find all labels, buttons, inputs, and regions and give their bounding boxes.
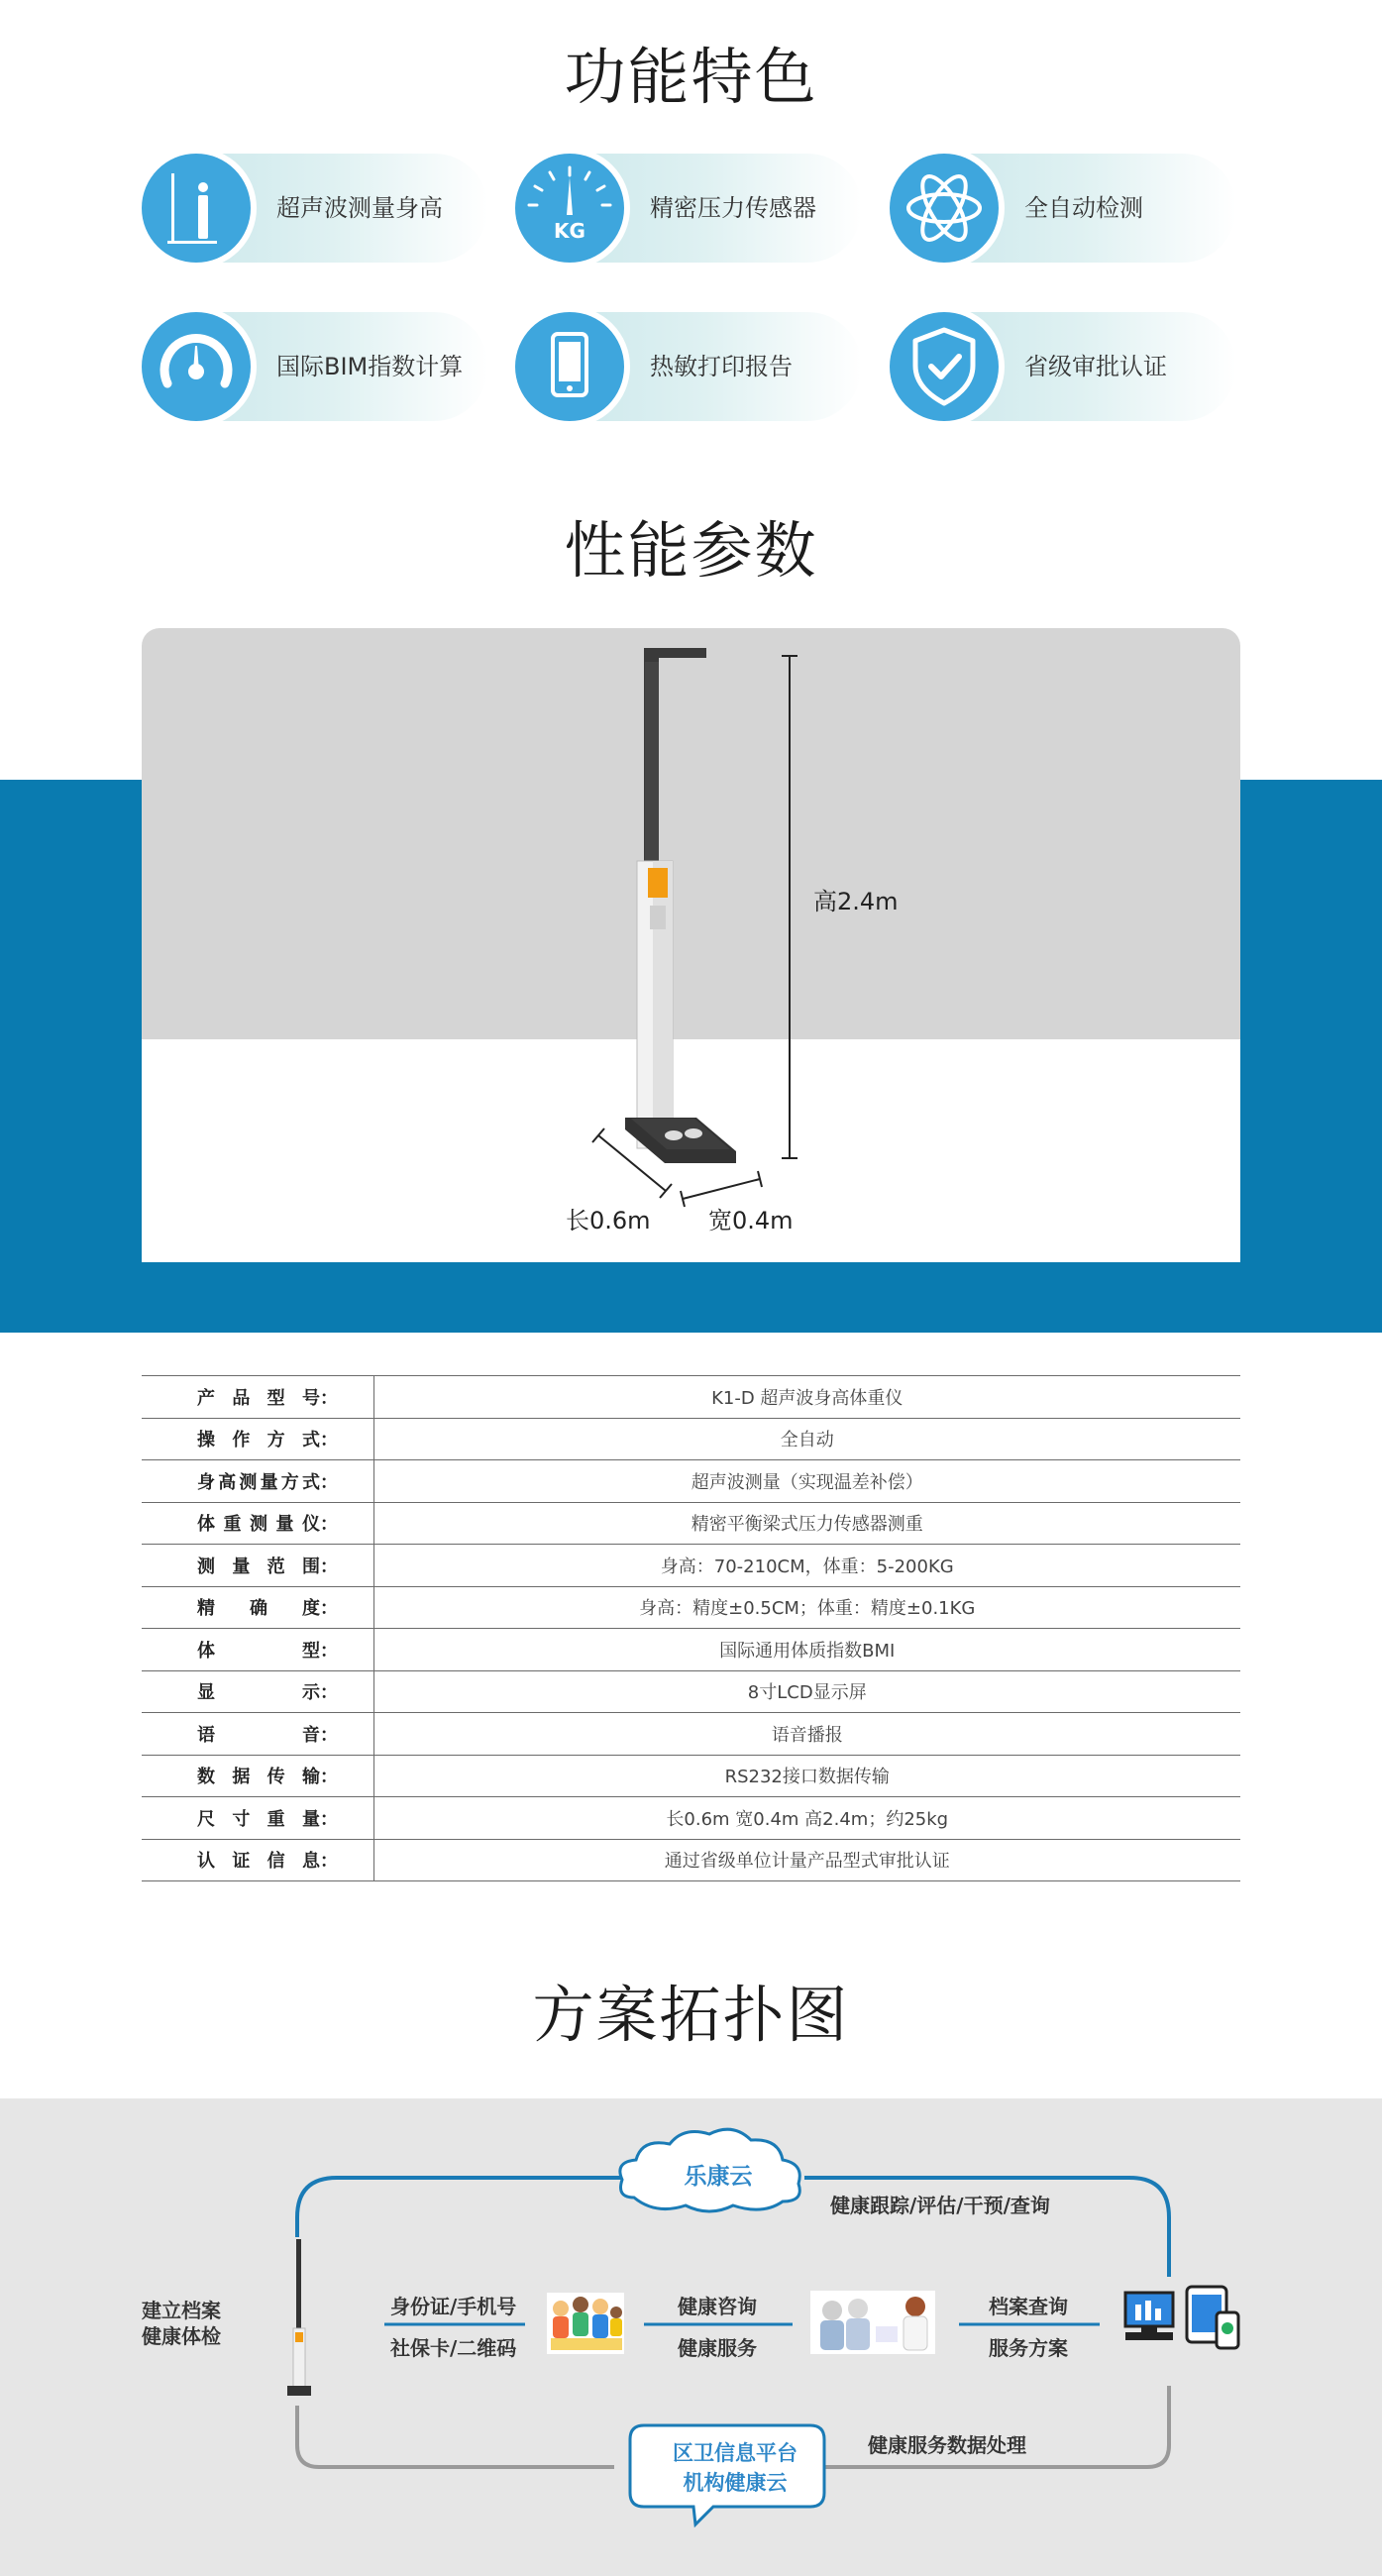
spec-row — [142, 1502, 1240, 1545]
features-title: 功能特色 — [564, 41, 818, 113]
spec-value: 精密平衡梁式压力传感器测重 — [373, 1502, 1240, 1545]
spec-colon: ： — [320, 1808, 338, 1830]
spec-key-cell — [142, 1460, 373, 1503]
spec-key-cell — [142, 1713, 373, 1756]
topology-title: 方案拓扑图 — [532, 1979, 850, 2051]
spec-colon: ： — [320, 1556, 338, 1577]
spec-colon: ： — [320, 1767, 338, 1788]
spec-key: 操作方式 — [197, 1430, 320, 1451]
spec-key-cell — [142, 1839, 373, 1881]
spec-key-cell — [142, 1755, 373, 1797]
spec-colon: ： — [320, 1387, 338, 1409]
spec-row — [142, 1586, 1240, 1629]
spec-key: 产品型号 — [197, 1387, 320, 1409]
spec-row — [142, 1629, 1240, 1671]
archive-text-1: 档案查询 — [989, 2295, 1068, 2318]
spec-row — [142, 1545, 1240, 1587]
spec-key: 认证信息 — [197, 1851, 320, 1873]
spec-row — [142, 1418, 1240, 1460]
feature-label: 精密压力传感器 — [650, 194, 816, 222]
spec-colon: ： — [320, 1851, 338, 1873]
spec-value: 全自动 — [373, 1418, 1240, 1460]
cloud-label: 乐康云 — [684, 2164, 753, 2190]
shield-check-icon — [890, 312, 999, 421]
doctor-consult-illustration — [810, 2291, 935, 2354]
atom-icon — [890, 154, 999, 263]
feature-label: 热敏打印报告 — [650, 353, 793, 380]
width-label: 宽0.4m — [708, 1207, 794, 1234]
feature-ultrasonic-height — [142, 154, 488, 263]
platform-text-2: 机构健康云 — [683, 2471, 788, 2495]
spec-value: 8寸LCD显示屏 — [373, 1670, 1240, 1713]
spec-row — [142, 1713, 1240, 1756]
id-text-2: 社保卡/二维码 — [390, 2336, 517, 2360]
spec-key: 数据传输 — [197, 1767, 320, 1788]
person-height-icon — [142, 154, 251, 263]
spec-key-cell — [142, 1586, 373, 1629]
spec-key: 身高测量方式 — [197, 1471, 320, 1493]
spec-value: 国际通用体质指数BMI — [373, 1629, 1240, 1671]
computer-phone-icon — [1125, 2287, 1238, 2348]
top-right-text: 健康跟踪/评估/干预/查询 — [830, 2194, 1050, 2217]
spec-value: 身高：70-210CM，体重：5-200KG — [373, 1545, 1240, 1587]
spec-key-cell — [142, 1670, 373, 1713]
platform-text-1: 区卫信息平台 — [673, 2441, 797, 2465]
spec-key: 尺寸重量 — [197, 1808, 320, 1830]
kg-gauge-icon — [515, 154, 624, 263]
feature-pressure-sensor — [515, 154, 862, 263]
spec-colon: ： — [320, 1471, 338, 1493]
spec-row — [142, 1460, 1240, 1503]
spec-table — [142, 1375, 1240, 1881]
spec-value: 通过省级单位计量产品型式审批认证 — [373, 1839, 1240, 1881]
spec-value: 身高：精度±0.5CM；体重：精度±0.1KG — [373, 1586, 1240, 1629]
spec-key: 语音 — [197, 1724, 320, 1746]
feature-label: 超声波测量身高 — [276, 194, 443, 222]
spec-row — [142, 1376, 1240, 1419]
params-title: 性能参数 — [564, 514, 818, 587]
spec-key: 显示 — [197, 1682, 320, 1704]
archive-text-2: 服务方案 — [989, 2336, 1068, 2360]
spec-value: RS232接口数据传输 — [373, 1755, 1240, 1797]
product-dimension-panel — [142, 628, 1240, 1262]
spec-key-cell — [142, 1502, 373, 1545]
left-text-1: 建立档案 — [142, 2299, 221, 2322]
feature-label: 全自动检测 — [1024, 194, 1143, 222]
kg-text: KG — [554, 219, 585, 243]
spec-key-cell — [142, 1418, 373, 1460]
height-scale-illustration — [142, 628, 1240, 1262]
spec-row — [142, 1670, 1240, 1713]
spec-value: 长0.6m 宽0.4m 高2.4m；约25kg — [373, 1797, 1240, 1840]
feature-label: 省级审批认证 — [1024, 353, 1167, 380]
phone-icon — [515, 312, 624, 421]
spec-row — [142, 1755, 1240, 1797]
spec-colon: ： — [320, 1514, 338, 1536]
left-text-2: 健康体检 — [142, 2324, 221, 2348]
feature-auto-detect — [890, 154, 1236, 263]
family-illustration — [547, 2293, 624, 2354]
spec-colon: ： — [320, 1724, 338, 1746]
spec-key-cell — [142, 1545, 373, 1587]
consult-text-1: 健康咨询 — [678, 2295, 757, 2318]
consult-text-2: 健康服务 — [678, 2336, 757, 2360]
spec-value: 超声波测量（实现温差补偿） — [373, 1460, 1240, 1503]
scale-device-icon — [287, 2239, 311, 2396]
spec-key-cell — [142, 1376, 373, 1419]
spec-key: 体型 — [197, 1640, 320, 1662]
speedometer-icon — [142, 312, 251, 421]
spec-key-cell — [142, 1797, 373, 1840]
spec-key-cell — [142, 1629, 373, 1671]
feature-bmi — [142, 312, 488, 421]
id-text-1: 身份证/手机号 — [390, 2295, 517, 2318]
spec-key: 精确度 — [197, 1598, 320, 1620]
spec-value: 语音播报 — [373, 1713, 1240, 1756]
spec-key: 体重测量仪 — [197, 1514, 320, 1536]
spec-row — [142, 1797, 1240, 1840]
spec-value: K1-D 超声波身高体重仪 — [373, 1376, 1240, 1419]
feature-thermal-print — [515, 312, 862, 421]
spec-key: 测量范围 — [197, 1556, 320, 1577]
spec-row — [142, 1839, 1240, 1881]
feature-certification — [890, 312, 1236, 421]
spec-colon: ： — [320, 1682, 338, 1704]
height-label: 高2.4m — [813, 888, 899, 915]
spec-colon: ： — [320, 1640, 338, 1662]
spec-colon: ： — [320, 1598, 338, 1620]
bottom-right-text: 健康服务数据处理 — [868, 2433, 1026, 2457]
length-label: 长0.6m — [566, 1207, 651, 1234]
feature-label: 国际BIM指数计算 — [276, 353, 464, 380]
spec-colon: ： — [320, 1430, 338, 1451]
